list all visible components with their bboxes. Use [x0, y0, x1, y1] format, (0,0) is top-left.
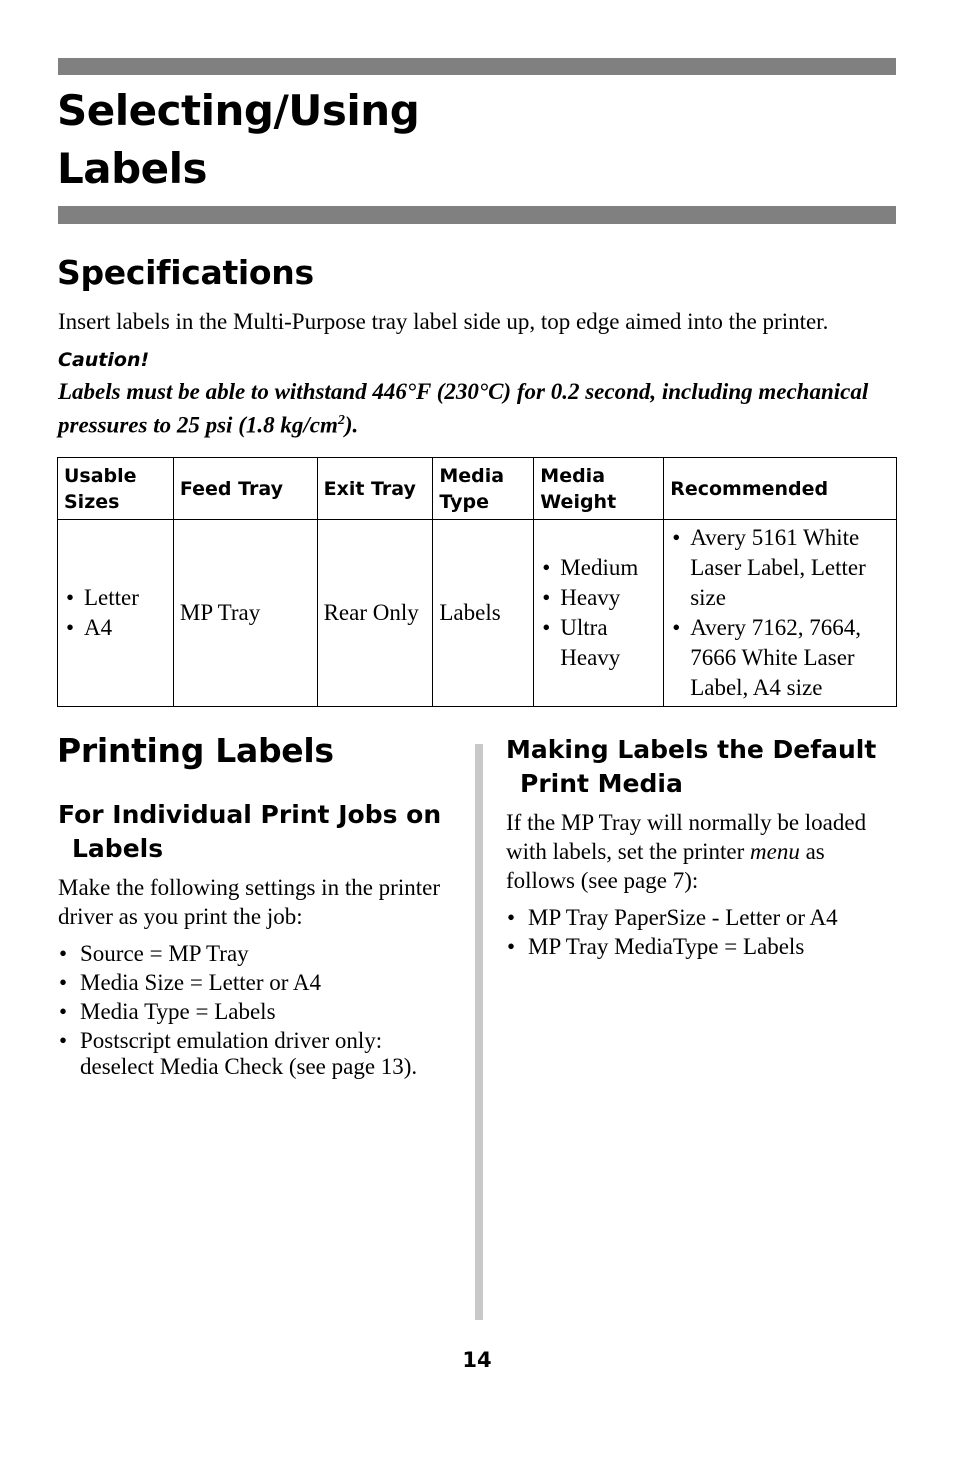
header-media-type: Media Type	[433, 458, 534, 520]
cell-media-weight	[534, 520, 664, 707]
header-exit-tray: Exit Tray	[317, 458, 433, 520]
header-feed-tray: Feed Tray	[173, 458, 317, 520]
top-rule	[58, 58, 896, 75]
individual-jobs-intro: Make the following settings in the printer driver as you print the job:	[58, 875, 440, 929]
list-item: • Letter	[64, 583, 167, 613]
list-item: • Media Type = Labels	[58, 999, 458, 1025]
cell-exit-tray: Rear Only	[317, 520, 433, 707]
cell-feed-tray: MP Tray	[173, 520, 317, 707]
list-item: • MP Tray PaperSize - Letter or A4	[506, 905, 896, 931]
list-item: • Avery 7162, 7664, 7666 White Laser Label, A4 size	[670, 613, 890, 703]
specifications-heading: Specifications	[57, 253, 314, 292]
cell-recommended	[664, 520, 897, 707]
caution-superscript: 2	[337, 413, 345, 428]
cell-media-type: Labels	[433, 520, 534, 707]
page-number: 14	[462, 1348, 492, 1372]
header-recommended: Recommended	[664, 458, 897, 520]
default-intro-emphasis: menu	[750, 839, 800, 864]
cell-usable-sizes	[58, 520, 174, 707]
table-header-row	[58, 458, 897, 520]
printing-labels-heading: Printing Labels	[57, 731, 334, 770]
default-media-heading: Making Labels the Default Print Media	[506, 735, 877, 798]
caution-label: Caution!	[58, 349, 150, 371]
default-intro-before: If the MP Tray will normally be loaded with labels, set the printer	[506, 810, 867, 864]
list-item: • Ultra Heavy	[540, 613, 657, 673]
list-item: • Heavy	[540, 583, 657, 613]
label-specifications-table	[57, 457, 897, 707]
list-item: • MP Tray MediaType = Labels	[506, 934, 896, 960]
individual-jobs-heading: For Individual Print Jobs on Labels	[58, 800, 442, 863]
specifications-intro: Insert labels in the Multi-Purpose tray label side up, top edge aimed into the printer.	[58, 309, 829, 334]
default-intro-after: as follows (see page 7):	[506, 839, 825, 893]
column-divider	[475, 744, 483, 1320]
caution-text-end: ).	[344, 412, 359, 438]
list-item: • A4	[64, 613, 167, 643]
list-item: • Source = MP Tray	[58, 941, 458, 967]
table-row	[58, 520, 897, 707]
list-item: • Media Size = Letter or A4	[58, 970, 458, 996]
list-item: • Medium	[540, 553, 657, 583]
default-media-list	[506, 905, 896, 963]
title-rule	[58, 206, 896, 224]
list-item: • Postscript emulation driver only: deselect Media Check (see page 13).	[58, 1028, 458, 1080]
caution-text	[58, 377, 898, 440]
header-usable-sizes: Usable Sizes	[58, 458, 174, 520]
list-item: • Avery 5161 White Laser Label, Letter size	[670, 523, 890, 613]
caution-text-main: Labels must be able to withstand 446°F (230°C) for 0.2 second, including mechanical pressures to 25 psi (1.8 kg/cm	[58, 379, 869, 438]
default-media-intro	[506, 808, 896, 895]
header-media-weight: Media Weight	[534, 458, 664, 520]
chapter-title: Selecting/Using Labels	[57, 86, 420, 193]
individual-jobs-list	[58, 941, 458, 1083]
